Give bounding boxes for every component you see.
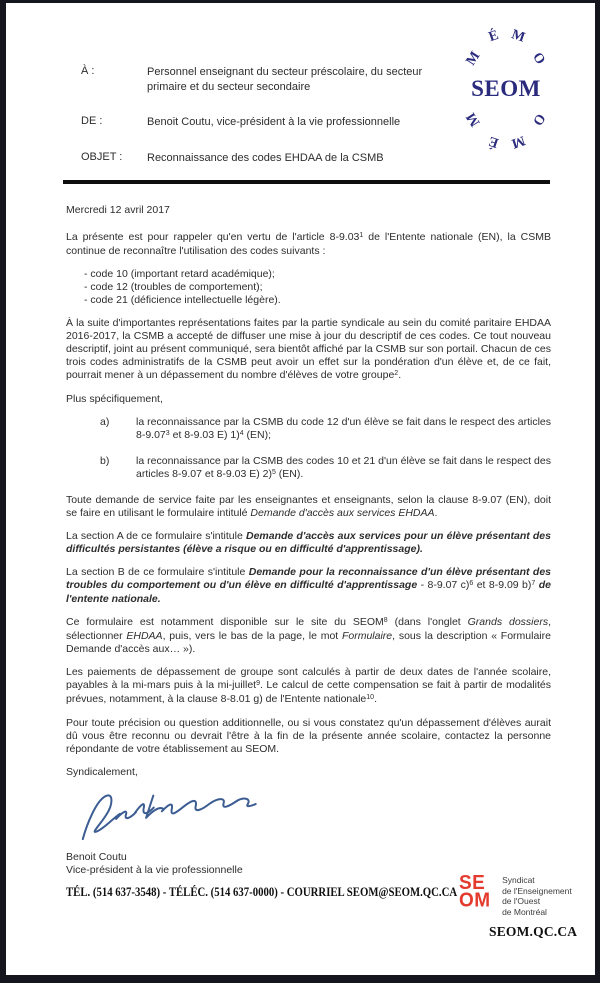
header-field-subject — [81, 151, 451, 166]
paragraph — [66, 566, 551, 606]
from-value: Benoit Coutu, vice-président à la vie professionnelle — [147, 116, 401, 128]
text-segment: Formulaire — [341, 630, 393, 642]
date: Mercredi 12 avril 2017 — [66, 204, 170, 216]
paragraph — [66, 666, 551, 707]
paragraph — [66, 231, 551, 258]
text-segment: La section B de ce formulaire s'intitule — [66, 566, 249, 578]
list-item-b — [66, 455, 551, 482]
text-segment: . Le calcul de cette compensation se fait à partir de modalités prévues, notamment, à la clause 8-8.01 g) de l'Entente nationale — [66, 679, 552, 705]
text-segment: 3 — [165, 429, 170, 437]
text-segment: 4 — [239, 429, 244, 437]
text-segment: 1 — [359, 231, 364, 239]
code-item: - code 10 (important retard académique); — [84, 268, 275, 280]
memo-arc-letter: M — [509, 132, 528, 151]
text-segment: 8 — [383, 616, 388, 624]
text-segment: Les paiements de dépassement de groupe sont calculés à partir de deux dates de l'année scolaire, payables à la mi-mars puis à la mi-juillet — [66, 666, 551, 691]
text-segment: Demande d'accès aux services pour un élève présentant des difficultés persistantes (élève a risque ou en difficulté d'apprentissage). — [66, 530, 551, 555]
text-segment: EHDAA — [126, 630, 163, 642]
header-divider — [63, 180, 550, 184]
org-line: de l'Enseignement — [502, 885, 572, 896]
text-segment: 6 — [469, 579, 474, 587]
text-segment: la reconnaissance par la CSMB du code 12 d'un élève se fait dans le respect des articles 8-9.07 — [136, 416, 551, 441]
signature-icon — [75, 786, 267, 845]
text-segment: La section A de ce formulaire s'intitule — [66, 530, 246, 542]
from-label: DE : — [81, 115, 103, 127]
memo-arc-letter: O — [529, 50, 548, 68]
text-segment: 2 — [394, 369, 399, 377]
list-item-label: a) — [100, 416, 110, 428]
text-segment: la reconnaissance par la CSMB des codes 10 et 21 d'un élève se fait dans le respect des articles 8-9.07 et 8-9.03 E) 2) — [136, 455, 551, 480]
org-line: Syndicat — [502, 875, 535, 885]
memo-arc-letter: M — [463, 109, 484, 129]
paragraph — [66, 317, 551, 383]
code-item: - code 12 (troubles de comportement); — [84, 281, 263, 293]
text-segment: 10 — [366, 693, 375, 701]
org-line: de l'Ouest — [502, 896, 541, 906]
text-segment: (dans l'onglet — [387, 616, 468, 628]
signature-block — [66, 789, 551, 877]
memo-arc-letter: O — [529, 110, 548, 128]
memo-arc-letter: É — [486, 132, 501, 151]
to-value: Personnel enseignant du secteur préscolaire, du secteur primaire et du secteur secondaire — [147, 66, 423, 93]
text-segment: de l'entente nationale. — [66, 579, 551, 605]
codes-list — [84, 268, 551, 307]
org-name — [502, 875, 572, 917]
list-item-text — [136, 455, 551, 482]
seom-red-logo-top: SE — [459, 871, 486, 895]
seom-red-logo — [459, 871, 491, 912]
list-item-a — [66, 416, 551, 443]
signer-name: Benoit Coutu — [66, 851, 127, 863]
text-segment: 9 — [256, 679, 260, 687]
paragraph — [66, 393, 551, 406]
text-segment: Syndicalement, — [66, 766, 138, 778]
subject-value: Reconnaissance des codes EHDAA de la CSMB — [147, 151, 384, 164]
text-segment: Demande pour la reconnaissance d'un élève présentant des troubles du comportement ou d'un élève en difficulté d'apprentissage — [66, 566, 551, 591]
text-segment: - 8-9.07 c) — [417, 579, 470, 591]
paragraph — [66, 494, 551, 520]
text-segment: , puis, vers le bas de la page, le mot — [162, 630, 342, 642]
paragraph — [66, 717, 551, 756]
memo-arc-letter: M — [463, 49, 484, 69]
text-segment: Grands dossiers — [467, 616, 549, 628]
text-segment: À la suite d'importantes représentations faites par la partie syndicale au sein du comité paritaire EHDAA 2016-2017, la CSMB a accepté de diffuser une mise à jour du descriptif de ces codes. Ce tout nouveau descriptif, joint au présent communiqué, sera bientôt affiché par la CSMB sur son portail. Chacun de ces trois codes administratifs de la CSMB peut avoir un effet sur la pondération d'un élève et, de ce fait, pourrait mener à un dépassement du nombre d'élèves de votre groupe — [66, 317, 551, 381]
paragraph — [66, 530, 551, 556]
seom-logo-text: SEOM — [471, 76, 541, 101]
text-segment: Demande d'accès aux services EHDAA — [250, 507, 435, 519]
text-segment: , sous la description « Formulaire Demande d'accès aux… »). — [66, 630, 551, 655]
memo-arc-letter: M — [509, 27, 528, 46]
memo-arc-letter: É — [486, 27, 501, 46]
text-segment: Ce formulaire est notamment disponible sur le site du SEOM — [66, 616, 384, 628]
list-item-text — [136, 416, 551, 443]
text-segment: , sélectionner — [66, 616, 552, 642]
text-segment: (EN); — [243, 429, 272, 441]
signer-title: Vice-président à la vie professionnelle — [66, 864, 243, 876]
text-segment: 7 — [531, 579, 536, 587]
footer-logo-block — [459, 871, 589, 940]
text-segment: et 8-9.03 E) 1) — [169, 429, 240, 441]
text-segment: . — [374, 693, 377, 705]
text-segment: La présente est pour rappeler qu'en vertu de l'article 8-9.03 — [66, 231, 360, 243]
website: SEOM.QC.CA — [489, 924, 578, 939]
text-segment: . — [434, 507, 438, 519]
text-segment: . — [398, 369, 402, 381]
memo-header — [81, 65, 451, 186]
list-item-label: b) — [100, 455, 110, 467]
text-segment: Plus spécifiquement, — [66, 393, 163, 405]
memo-logo — [456, 17, 556, 159]
footer-contact: TÉL. (514 637-3548) - TÉLÉC. (514 637-0000) - COURRIEL SEOM@SEOM.QC.CA — [66, 885, 458, 899]
letter-page — [6, 3, 595, 975]
seom-red-logo-bottom: OM — [459, 888, 491, 912]
signature-stroke — [81, 790, 256, 839]
subject-label: OBJET : — [81, 150, 123, 163]
memo-body — [66, 231, 551, 779]
header-field-from — [81, 115, 451, 130]
letter-body — [66, 204, 551, 877]
text-segment: et 8-9.09 b) — [473, 579, 532, 591]
text-segment: de l'Entente nationale (EN), la CSMB continue de reconnaître l'utilisation des codes suivants : — [66, 231, 551, 257]
to-label: À : — [81, 65, 95, 77]
code-item: - code 21 (déficience intellectuelle légère). — [84, 294, 281, 306]
paragraph — [66, 766, 551, 779]
text-segment: Pour toute précision ou question additionnelle, ou si vous constatez qu'un dépassement d'élèves aurait dû vous être reconnu ou devrait l'être à la fin de la présente année scolaire, contactez la personne répondante de votre établissement au SEOM. — [66, 717, 551, 755]
text-segment: 5 — [271, 468, 276, 476]
paragraph — [66, 616, 551, 656]
header-field-to — [81, 65, 451, 94]
text-segment: Toute demande de service faite par les enseignantes et enseignants, selon la clause 8-9.07 (EN), doit se faire en utilisant le formulaire intitulé — [66, 494, 551, 519]
text-segment: (EN). — [275, 468, 304, 480]
footer — [66, 871, 586, 955]
org-line: de Montréal — [502, 906, 547, 917]
